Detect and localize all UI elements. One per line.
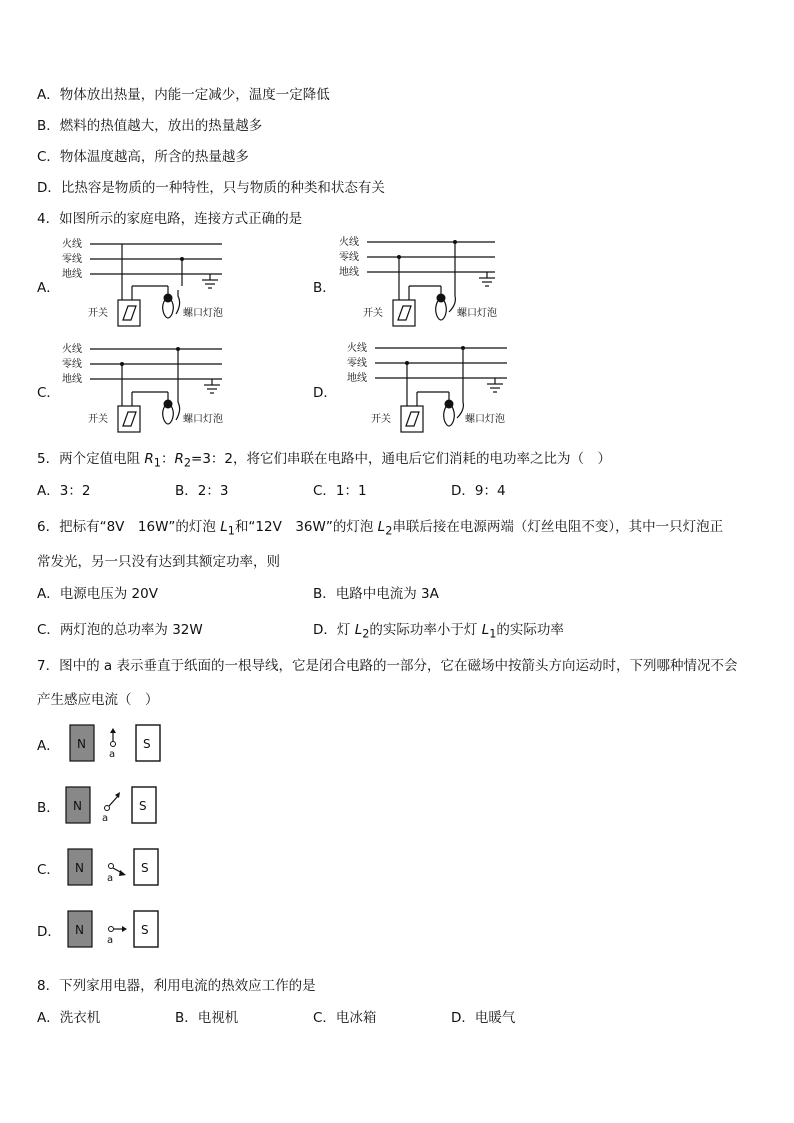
q7-stem-line2: 产生感应电流（ ）: [37, 692, 159, 708]
q4a-bulb-label: 螺口灯泡: [183, 308, 223, 319]
q4c-live-label: 火线: [62, 344, 82, 355]
q6-stem-line1: [37, 515, 723, 538]
q4b-ground-label: 地线: [339, 267, 359, 278]
q4d-live-label: 火线: [347, 343, 367, 354]
q6-stem-line2: 常发光，另一只没有达到其额定功率，则: [37, 554, 280, 570]
wire-d-label: a: [107, 935, 114, 946]
q4c-ground-label: 地线: [62, 374, 82, 385]
q5-stem-post: =3：2，将它们串联在电路中，通电后它们消耗的电功率之比为（ ）: [191, 451, 612, 467]
q4b-neutral-label: 零线: [339, 252, 359, 263]
magnet-d-s: S: [141, 923, 149, 937]
q6-stem-1a: 6．把标有“8V 16W”的灯泡: [37, 519, 221, 535]
q7-stem-line1: 7．图中的 a 表示垂直于纸面的一根导线，它是闭合电路的一部分，它在磁场中按箭头方向运动时，下列哪种情况不会: [37, 658, 738, 674]
q6-option-b: B．电路中电流为 3A: [313, 586, 439, 602]
q5-r1: R: [144, 451, 154, 467]
q6-optd-l2-sub: 2: [362, 627, 370, 641]
q5-stem: [37, 447, 611, 470]
q4-stem: 4．如图所示的家庭电路，连接方式正确的是: [37, 211, 303, 227]
q5-r2: R: [174, 451, 184, 467]
q4c-neutral-label: 零线: [62, 359, 82, 370]
q6-stem-1b: 和“12V 36W”的灯泡: [234, 519, 378, 535]
q6-optd-pre: D．灯: [313, 622, 355, 638]
q7-label-a: A．: [37, 738, 60, 754]
q8-option-d: D．电暖气: [451, 1010, 516, 1026]
q6-option-a: A．电源电压为 20V: [37, 586, 158, 602]
q5-r2-sub: 2: [183, 456, 192, 470]
q6-l1: L: [220, 519, 228, 535]
q8-option-b: B．电视机: [175, 1010, 239, 1026]
q4c-switch-label: 开关: [88, 414, 108, 425]
q3-option-d: D．比热容是物质的一种特性，只与物质的种类和状态有关: [37, 180, 385, 196]
magnet-figure-d: [64, 907, 164, 951]
magnet-a-s: S: [143, 737, 151, 751]
q6-optd-mid: 的实际功率小于灯: [369, 622, 482, 638]
q4d-ground-label: 地线: [347, 373, 367, 384]
q4c-bulb-label: 螺口灯泡: [183, 414, 223, 425]
magnet-figure-a: [66, 721, 166, 765]
circuit-diagram-d: [345, 340, 525, 440]
magnet-c-s: S: [141, 861, 149, 875]
q5-option-d: D．9：4: [451, 483, 506, 499]
q5-option-b: B．2：3: [175, 483, 229, 499]
wire-c-label: a: [107, 873, 114, 884]
q6-l2-sub: 2: [385, 524, 393, 538]
q4-label-c: C．: [37, 385, 60, 401]
q4-label-d: D．: [313, 385, 337, 401]
q4-label-a: A．: [37, 280, 60, 296]
q5-stem-pre: 5．两个定值电阻: [37, 451, 145, 467]
q3-option-a: A．物体放出热量，内能一定减少，温度一定降低: [37, 87, 330, 103]
q4d-switch-label: 开关: [371, 414, 391, 425]
q5-option-a: A．3：2: [37, 483, 91, 499]
q6-option-d: [313, 618, 564, 641]
q6-optd-l2: L: [354, 622, 363, 638]
q6-stem-1c: 串联后接在电源两端（灯丝电阻不变），其中一只灯泡正: [392, 519, 724, 535]
q7-label-c: C．: [37, 862, 60, 878]
q4a-live-label: 火线: [62, 239, 82, 250]
magnet-c-n: N: [75, 861, 84, 875]
q5-option-c: C．1：1: [313, 483, 367, 499]
q8-stem: 8．下列家用电器，利用电流的热效应工作的是: [37, 978, 316, 994]
q4b-switch-label: 开关: [363, 308, 383, 319]
q5-r1-sub: 1: [153, 456, 161, 470]
magnet-figure-b: [62, 783, 162, 827]
q5-colon: ：: [160, 451, 175, 467]
q7-label-d: D．: [37, 924, 61, 940]
q6-optd-l1: L: [481, 622, 490, 638]
magnet-b-s: S: [139, 799, 147, 813]
q4a-neutral-label: 零线: [62, 254, 82, 265]
q8-option-c: C．电冰箱: [313, 1010, 377, 1026]
magnet-b-n: N: [73, 799, 82, 813]
q4b-live-label: 火线: [339, 237, 359, 248]
q4d-neutral-label: 零线: [347, 358, 367, 369]
circuit-diagram-c: [60, 340, 240, 440]
q4-label-b: B．: [313, 280, 336, 296]
circuit-diagram-a: [60, 234, 240, 334]
q6-l1-sub: 1: [227, 524, 235, 538]
q6-option-c: C．两灯泡的总功率为 32W: [37, 622, 203, 638]
q3-option-c: C．物体温度越高，所含的热量越多: [37, 149, 249, 165]
q4a-ground-label: 地线: [62, 269, 82, 280]
wire-a-label: a: [109, 749, 116, 760]
q6-l2: L: [377, 519, 386, 535]
q4a-switch-label: 开关: [88, 308, 108, 319]
q4d-bulb-label: 螺口灯泡: [465, 414, 505, 425]
magnet-a-n: N: [77, 737, 86, 751]
magnet-figure-c: [64, 845, 164, 889]
q8-option-a: A．洗衣机: [37, 1010, 101, 1026]
wire-b-label: a: [102, 813, 109, 824]
q6-optd-post: 的实际功率: [496, 622, 564, 638]
magnet-d-n: N: [75, 923, 84, 937]
q7-label-b: B．: [37, 800, 60, 816]
q4b-bulb-label: 螺口灯泡: [457, 308, 497, 319]
q3-option-b: B．燃料的热值越大，放出的热量越多: [37, 118, 263, 134]
circuit-diagram-b: [337, 234, 517, 334]
q6-optd-l1-sub: 1: [489, 627, 497, 641]
